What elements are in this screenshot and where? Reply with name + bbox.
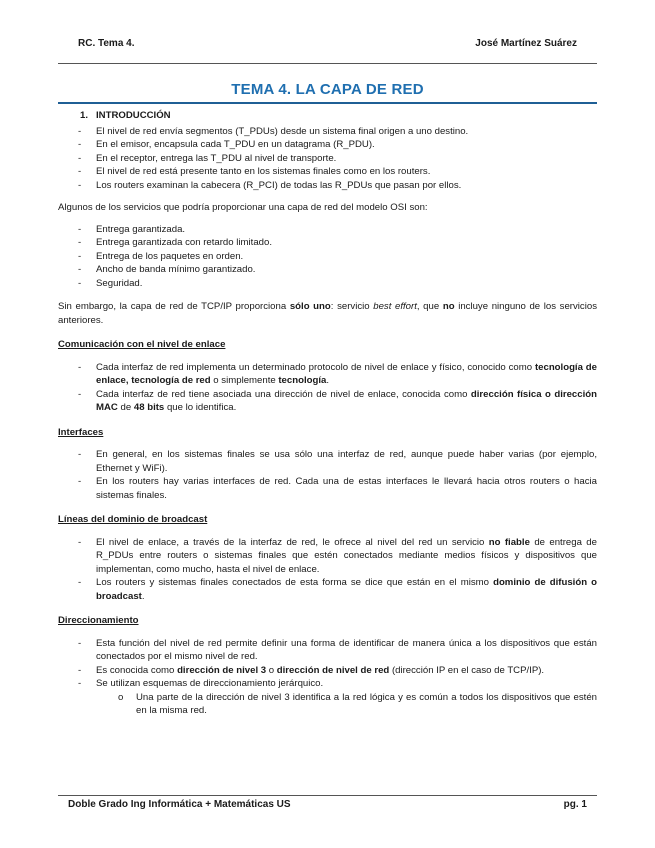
list-item: - Entrega de los paquetes en orden. xyxy=(58,250,597,264)
note-bold: no xyxy=(442,301,455,312)
item-bold: tecnología de enlace, tecnología de red xyxy=(96,361,597,386)
section-introduction-heading xyxy=(80,109,597,123)
list-item: - Entrega garantizada con retardo limitado. xyxy=(58,236,597,250)
item-bold: dirección de nivel de red xyxy=(276,664,390,676)
subheading-link-layer: Comunicación con el nivel de enlace xyxy=(58,339,226,350)
item-bold: tecnología xyxy=(278,375,327,386)
item-bold: no fiable xyxy=(488,536,530,548)
list-item: - En el emisor, encapsula cada T_PDU en un datagrama (R_PDU). xyxy=(58,138,597,152)
list-item: - Esta función del nivel de red permite definir una forma de identificar de manera única a los dispositivos que están conectados por el mismo nivel de red. xyxy=(58,637,597,664)
item-text: . xyxy=(326,375,330,386)
tcpip-note xyxy=(58,300,597,327)
item-text: que lo identifica. xyxy=(164,402,237,413)
note-bold: sólo uno xyxy=(289,301,331,312)
page-number: pg. 1 xyxy=(563,799,587,810)
item-bold: dirección de nivel 3 xyxy=(177,664,267,676)
item-bold: dirección física o dirección MAC xyxy=(96,388,597,413)
item-text: Es conocida como xyxy=(96,664,178,676)
footer-divider xyxy=(58,795,597,796)
title-bar xyxy=(58,80,597,104)
note-italic: best effort xyxy=(373,301,417,312)
list-item: - En el receptor, entrega las T_PDU al nivel de transporte. xyxy=(58,152,597,166)
item-text: Cada interfaz de red tiene asociada una dirección de nivel de enlace, conocida como xyxy=(96,388,471,400)
item-text: Los routers y sistemas finales conectados de esta forma se dice que están en el mismo xyxy=(96,577,494,588)
item-text: o simplemente xyxy=(210,375,279,386)
item-text: o xyxy=(266,664,277,676)
list-item xyxy=(58,576,597,603)
note-text: , que xyxy=(416,301,443,312)
item-text: (dirección IP en el caso de TCP/IP). xyxy=(389,664,545,676)
note-text: : servicio xyxy=(330,301,374,312)
list-item xyxy=(58,388,597,415)
item-text: . xyxy=(141,590,145,602)
link-layer-list xyxy=(58,361,597,415)
page-title: TEMA 4. LA CAPA DE RED xyxy=(231,81,424,98)
list-item: - Seguridad. xyxy=(58,277,597,291)
list-item: - El nivel de red está presente tanto en los sistemas finales como en los routers. xyxy=(58,165,597,179)
services-lead: Algunos de los servicios que podría proporcionar una capa de red del modelo OSI son: xyxy=(58,202,428,213)
broadcast-list xyxy=(58,536,597,604)
subheading-broadcast: Líneas del dominio de broadcast xyxy=(58,514,208,525)
interfaces-list xyxy=(58,448,597,502)
section-title: INTRODUCCIÓN xyxy=(96,110,171,121)
list-item xyxy=(58,664,597,678)
list-item xyxy=(58,536,597,577)
services-list xyxy=(58,223,597,291)
note-text: incluye ninguno de los servicios anteriores. xyxy=(58,301,597,326)
list-item: - El nivel de red envía segmentos (T_PDUs) desde un sistema final origen a uno destino. xyxy=(58,125,597,139)
list-item: - Entrega garantizada. xyxy=(58,223,597,237)
list-item: - En los routers hay varias interfaces de red. Cada una de estas interfaces le llevará hacia otros routers o hacia sistemas finales. xyxy=(58,475,597,502)
list-item xyxy=(58,361,597,388)
footer-degree: Doble Grado Ing Informática + Matemáticas US xyxy=(68,799,291,810)
item-bold: dominio de difusión o broadcast xyxy=(96,577,597,602)
item-text: Cada interfaz de red implementa un determinado protocolo de nivel de enlace y físico, conocido como xyxy=(96,361,535,373)
list-item xyxy=(58,677,597,718)
document-body xyxy=(58,109,597,718)
list-item: - Ancho de banda mínimo garantizado. xyxy=(58,263,597,277)
item-text: Se utilizan esquemas de direccionamiento jerárquico. xyxy=(96,678,324,689)
note-text: Sin embargo, la capa de red de TCP/IP proporciona xyxy=(58,301,290,312)
addressing-list xyxy=(58,637,597,718)
addressing-sublist xyxy=(58,691,597,718)
list-item: - Los routers examinan la cabecera (R_PCI) de todas las R_PDUs que pasan por ellos. xyxy=(58,179,597,193)
item-text: El nivel de enlace, a través de la interfaz de red, le ofrece al nivel del red un servicio xyxy=(96,536,489,548)
header-divider xyxy=(58,63,597,64)
item-bold: 48 bits xyxy=(133,402,165,413)
item-text: de entrega de R_PDUs entre routers o sistemas finales que estén conectados mediante medios físicos y dispositivos que implementan, como mucho, hasta el nivel de enlace. xyxy=(96,536,597,575)
header-course: RC. Tema 4. xyxy=(78,38,135,49)
intro-list xyxy=(58,125,597,193)
list-item: - En general, en los sistemas finales se usa sólo una interfaz de red, aunque puede haber varias (por ejemplo, Ethernet y WiFi). xyxy=(58,448,597,475)
subheading-addressing: Direccionamiento xyxy=(58,615,139,626)
section-number: 1. xyxy=(80,110,89,121)
item-text: de xyxy=(117,402,134,413)
sublist-item: o Una parte de la dirección de nivel 3 identifica a la red lógica y es común a todos los dispositivos que estén en la misma red. xyxy=(58,691,597,718)
subheading-interfaces: Interfaces xyxy=(58,426,104,438)
header-author: José Martínez Suárez xyxy=(475,38,577,49)
